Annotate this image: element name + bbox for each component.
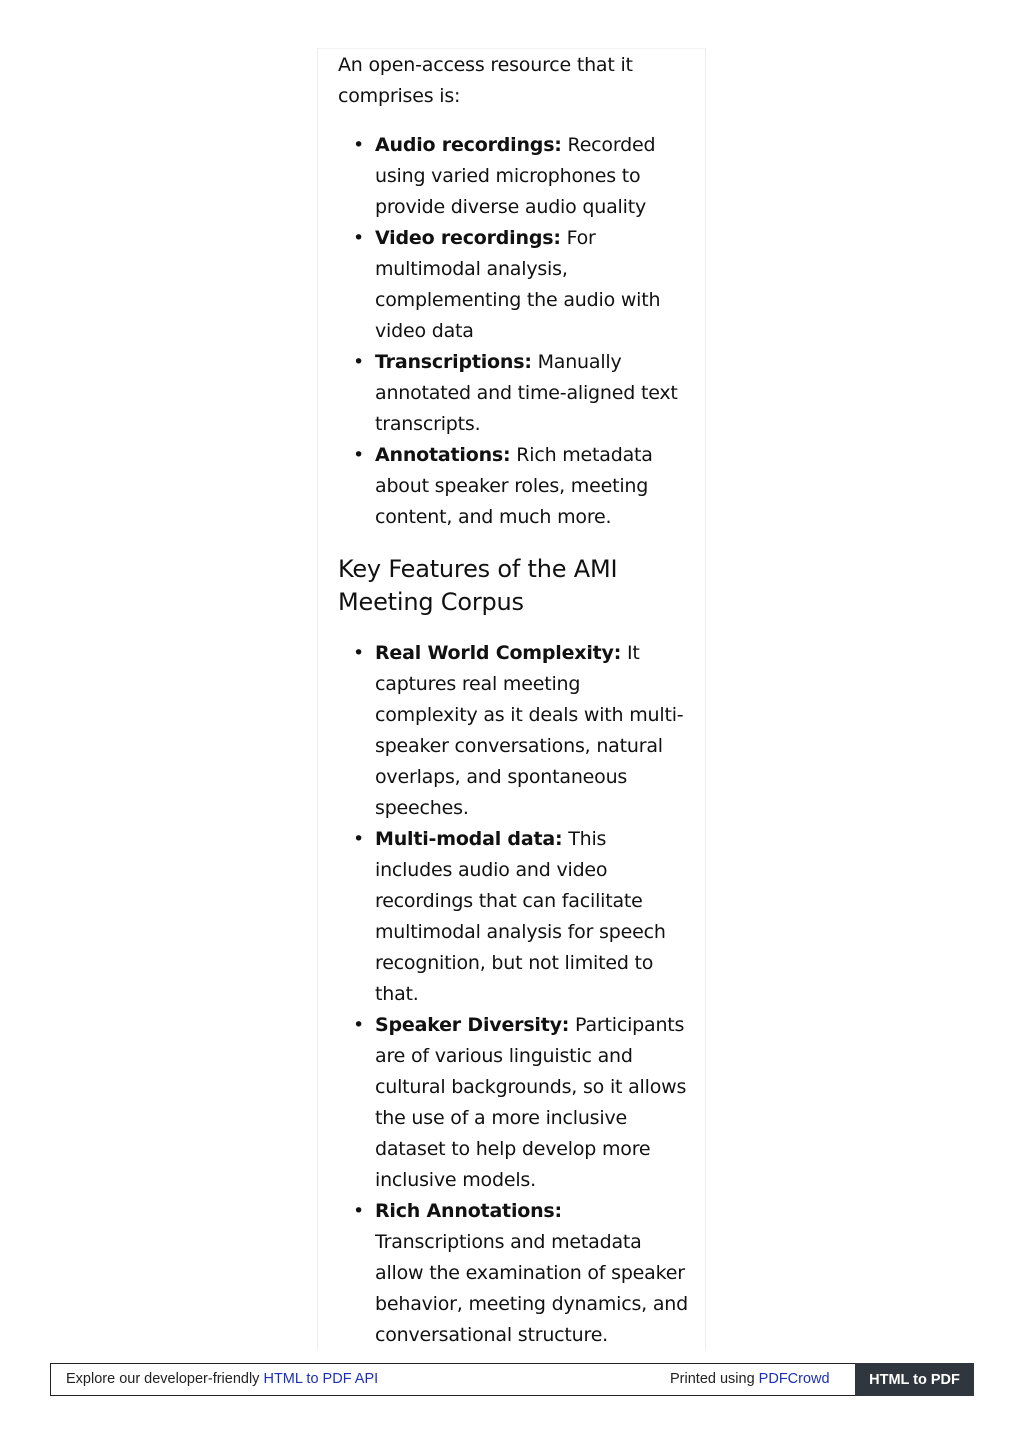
feature-list [338, 638, 688, 1351]
html-to-pdf-api-link[interactable]: HTML to PDF API [263, 1371, 379, 1387]
pdf-footer-bar [50, 1363, 974, 1396]
bullet-icon: • [353, 134, 365, 156]
list-item [353, 440, 688, 533]
item-text: It captures real meeting complexity as it deals with multi-speaker conversations, natural overlaps, and spontaneous speeches. [375, 642, 684, 819]
footer-printed-text: Printed using [670, 1371, 759, 1387]
item-term: Rich Annotations: [375, 1200, 562, 1222]
item-term: Real World Complexity: [375, 642, 622, 664]
list-item [353, 1010, 688, 1196]
bullet-icon: • [353, 1014, 365, 1036]
article-column [317, 48, 706, 1350]
pdfcrowd-link[interactable]: PDFCrowd [758, 1371, 830, 1387]
bullet-icon: • [353, 642, 365, 664]
list-item [353, 130, 688, 223]
article-content [338, 49, 688, 1351]
footer-explore-text: Explore our developer-friendly [66, 1371, 264, 1387]
item-term: Video recordings: [375, 227, 561, 249]
intro-paragraph: An open-access resource that it comprises is: [338, 54, 633, 107]
list-item [353, 1196, 688, 1351]
item-term: Audio recordings: [375, 134, 562, 156]
item-text: Transcriptions and metadata allow the examination of speaker behavior, meeting dynamics, and conversational structure. [375, 1231, 688, 1346]
list-item [353, 223, 688, 347]
item-text: Rich metadata about speaker roles, meeting content, and much more. [375, 444, 653, 528]
section-heading: Key Features of the AMI Meeting Corpus [338, 555, 618, 616]
item-term: Transcriptions: [375, 351, 532, 373]
item-term: Annotations: [375, 444, 511, 466]
item-text: Recorded using varied microphones to provide diverse audio quality [375, 134, 656, 218]
html-to-pdf-button[interactable]: HTML to PDF [855, 1363, 974, 1396]
bullet-icon: • [353, 444, 365, 466]
item-text: Manually annotated and time-aligned text transcripts. [375, 351, 678, 435]
footer-explore [66, 1371, 378, 1387]
bullet-icon: • [353, 351, 365, 373]
list-item [353, 824, 688, 1010]
bullet-icon: • [353, 828, 365, 850]
item-term: Multi-modal data: [375, 828, 563, 850]
item-term: Speaker Diversity: [375, 1014, 570, 1036]
resource-list [338, 130, 688, 533]
item-text: Participants are of various linguistic and cultural backgrounds, so it allows the use of a more inclusive dataset to help develop more inclusive models. [375, 1014, 687, 1191]
list-item [353, 347, 688, 440]
item-text: This includes audio and video recordings that can facilitate multimodal analysis for speech recognition, but not limited to that. [375, 828, 666, 1005]
bullet-icon: • [353, 1200, 365, 1222]
item-text: For multimodal analysis, complementing the audio with video data [375, 227, 661, 342]
bullet-icon: • [353, 227, 365, 249]
footer-printed [670, 1371, 830, 1387]
list-item [353, 638, 688, 824]
